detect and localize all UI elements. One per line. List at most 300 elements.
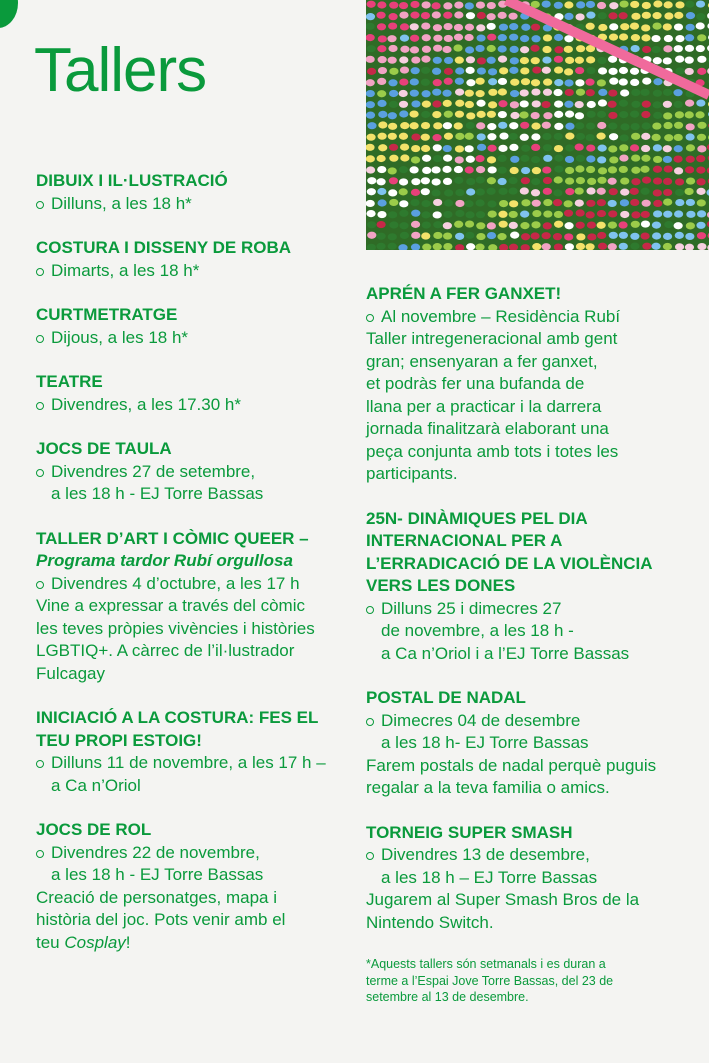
yarn-stitch (565, 133, 574, 140)
yarn-stitch (366, 200, 375, 207)
yarn-stitch (510, 79, 519, 86)
yarn-stitch (630, 243, 639, 250)
yarn-stitch (388, 233, 397, 240)
yarn-stitch (565, 89, 574, 96)
workshop-jocs-rol (36, 819, 351, 954)
yarn-stitch (432, 100, 441, 107)
yarn-stitch (675, 178, 684, 185)
yarn-stitch (642, 101, 651, 108)
yarn-stitch (466, 188, 475, 195)
yarn-stitch (541, 101, 550, 108)
yarn-stitch (433, 79, 442, 86)
yarn-stitch (673, 89, 682, 96)
yarn-stitch (640, 89, 649, 96)
yarn-stitch (410, 23, 419, 30)
yarn-stitch (465, 46, 474, 53)
yarn-stitch (685, 111, 694, 118)
yarn-stitch (608, 123, 617, 130)
yarn-stitch (433, 144, 442, 151)
yarn-stitch (640, 166, 649, 173)
yarn-stitch (619, 144, 628, 151)
yarn-stitch (576, 222, 585, 229)
yarn-stitch (653, 78, 662, 85)
yarn-stitch (554, 56, 563, 63)
yarn-stitch (443, 122, 452, 129)
yarn-stitch (608, 89, 617, 96)
workshop-title-line2: INTERNACIONAL PER A (366, 531, 563, 550)
yarn-stitch (421, 211, 430, 218)
yarn-stitch (542, 166, 551, 173)
yarn-stitch (410, 35, 419, 42)
yarn-stitch (597, 122, 606, 129)
yarn-stitch (619, 78, 628, 85)
yarn-stitch (532, 167, 541, 174)
yarn-stitch (498, 145, 507, 152)
workshop-schedule: Dilluns 11 de novembre, a les 17 h – a Ca n’Oriol (36, 752, 351, 797)
yarn-stitch (564, 79, 573, 86)
circle-bullet-icon (36, 469, 44, 477)
yarn-stitch (630, 233, 639, 240)
yarn-stitch (444, 111, 453, 118)
yarn-stitch (466, 122, 475, 129)
workshop-title: TORNEIG SUPER SMASH (366, 822, 573, 842)
yarn-stitch (631, 154, 640, 161)
yarn-stitch (696, 22, 705, 29)
yarn-stitch (531, 232, 540, 239)
yarn-stitch (575, 144, 584, 151)
yarn-stitch (476, 24, 485, 31)
yarn-stitch (543, 210, 552, 217)
yarn-stitch (377, 155, 386, 162)
yarn-stitch (697, 68, 706, 75)
yarn-stitch (686, 24, 695, 31)
yarn-stitch (630, 23, 639, 30)
yarn-stitch (674, 45, 683, 52)
yarn-stitch (685, 233, 694, 240)
yarn-stitch (455, 57, 464, 64)
yarn-stitch (542, 0, 551, 7)
yarn-stitch (378, 67, 387, 74)
yarn-stitch (466, 56, 475, 63)
yarn-stitch (476, 34, 485, 41)
yarn-stitch (674, 23, 683, 30)
yarn-stitch (476, 166, 485, 173)
yarn-stitch (675, 111, 684, 118)
yarn-stitch (695, 111, 704, 118)
yarn-stitch (642, 12, 651, 19)
yarn-stitch (509, 34, 518, 41)
yarn-stitch (377, 133, 386, 140)
yarn-stitch (367, 1, 376, 8)
yarn-stitch (389, 90, 398, 97)
yarn-stitch (597, 199, 606, 206)
yarn-stitch (631, 221, 640, 228)
yarn-stitch (531, 123, 540, 130)
yarn-stitch (675, 1, 684, 8)
yarn-stitch (653, 156, 662, 163)
yarn-stitch (443, 211, 452, 218)
yarn-stitch (433, 155, 442, 162)
yarn-stitch (400, 122, 409, 129)
yarn-stitch (377, 23, 386, 30)
yarn-stitch (444, 133, 453, 140)
yarn-stitch (542, 133, 551, 140)
yarn-stitch (598, 243, 607, 250)
yarn-stitch (652, 134, 661, 141)
yarn-stitch (400, 23, 409, 30)
yarn-stitch (663, 189, 672, 196)
yarn-stitch (620, 0, 629, 7)
yarn-stitch (410, 12, 419, 19)
yarn-stitch (366, 90, 375, 97)
yarn-stitch (531, 221, 540, 228)
yarn-stitch (399, 90, 408, 97)
yarn-stitch (543, 222, 552, 229)
yarn-stitch (586, 187, 595, 194)
yarn-stitch (664, 165, 673, 172)
yarn-stitch (444, 68, 453, 75)
yarn-stitch (388, 123, 397, 130)
yarn-stitch (432, 68, 441, 75)
yarn-stitch (575, 187, 584, 194)
yarn-stitch (377, 233, 386, 240)
yarn-stitch (377, 199, 386, 206)
yarn-stitch (641, 145, 650, 152)
workshop-title: POSTAL DE NADAL (366, 688, 526, 707)
yarn-stitch (619, 100, 628, 107)
yarn-stitch (543, 155, 552, 162)
yarn-stitch (399, 101, 408, 108)
crochet-image (366, 0, 709, 250)
yarn-stitch (587, 233, 596, 240)
yarn-stitch (686, 177, 695, 184)
yarn-stitch (618, 221, 627, 228)
yarn-stitch (631, 101, 640, 108)
yarn-stitch (565, 111, 574, 118)
yarn-stitch (619, 154, 628, 161)
yarn-stitch (454, 24, 463, 31)
yarn-stitch (367, 68, 376, 75)
yarn-stitch (465, 90, 474, 97)
circle-bullet-icon (366, 314, 374, 322)
yarn-stitch (597, 57, 606, 64)
yarn-stitch (432, 111, 441, 118)
yarn-stitch (389, 101, 398, 108)
yarn-stitch (576, 133, 585, 140)
yarn-stitch (487, 13, 496, 20)
yarn-stitch (389, 221, 398, 228)
yarn-stitch (388, 189, 397, 196)
yarn-stitch (366, 166, 375, 173)
yarn-stitch (400, 154, 409, 161)
yarn-stitch (487, 133, 496, 140)
yarn-stitch (565, 123, 574, 130)
yarn-stitch (476, 222, 485, 229)
yarn-stitch (399, 188, 408, 195)
yarn-stitch (554, 133, 563, 140)
yarn-stitch (543, 79, 552, 86)
yarn-stitch (631, 45, 640, 52)
yarn-stitch (664, 221, 673, 228)
yarn-stitch (367, 177, 376, 184)
yarn-stitch (433, 221, 442, 228)
yarn-stitch (554, 111, 563, 118)
circle-bullet-icon (366, 852, 374, 860)
yarn-stitch (653, 210, 662, 217)
yarn-stitch (596, 133, 605, 140)
yarn-stitch (597, 210, 606, 217)
yarn-stitch (663, 57, 672, 64)
yarn-stitch (476, 122, 485, 129)
yarn-stitch (554, 46, 563, 53)
yarn-stitch (510, 167, 519, 174)
workshop-schedule: Dimarts, a les 18 h* (36, 260, 351, 283)
yarn-stitch (608, 68, 617, 75)
yarn-stitch (597, 111, 606, 118)
yarn-stitch (630, 111, 639, 118)
yarn-stitch (465, 220, 474, 227)
yarn-stitch (554, 145, 563, 152)
yarn-stitch (619, 232, 628, 239)
yarn-stitch (432, 134, 441, 141)
workshop-description: Farem postals de nadal perquè puguis regalar a la teva familia o amics. (366, 755, 657, 797)
yarn-stitch (366, 210, 375, 217)
yarn-stitch (411, 145, 420, 152)
yarn-stitch (696, 13, 705, 20)
yarn-stitch (399, 166, 408, 173)
yarn-stitch (543, 188, 552, 195)
yarn-stitch (641, 24, 650, 31)
yarn-stitch (508, 187, 517, 194)
yarn-stitch (411, 100, 420, 107)
circle-bullet-icon (36, 760, 44, 768)
yarn-stitch (498, 34, 507, 41)
yarn-stitch (608, 200, 617, 207)
yarn-stitch (399, 78, 408, 85)
left-column (36, 170, 351, 976)
yarn-stitch (608, 178, 617, 185)
yarn-stitch (564, 233, 573, 240)
yarn-stitch (509, 211, 518, 218)
yarn-stitch (586, 211, 595, 218)
yarn-stitch (653, 144, 662, 151)
yarn-stitch (554, 221, 563, 228)
yarn-stitch (597, 222, 606, 229)
yarn-stitch (598, 24, 607, 31)
yarn-stitch (631, 178, 640, 185)
yarn-stitch (598, 67, 607, 74)
yarn-stitch (684, 188, 693, 195)
yarn-stitch (586, 1, 595, 8)
yarn-stitch (487, 57, 496, 64)
yarn-stitch (564, 46, 573, 53)
yarn-stitch (477, 111, 486, 118)
yarn-stitch (576, 243, 585, 250)
circle-bullet-icon (36, 335, 44, 343)
yarn-stitch (554, 66, 563, 73)
yarn-stitch (642, 122, 651, 129)
yarn-stitch (378, 144, 387, 151)
workshop-schedule: Dimecres 04 de desembre a les 18 h- EJ Torre Bassas (366, 710, 696, 755)
workshop-iniciacio-costura (36, 707, 351, 797)
yarn-stitch (488, 78, 497, 85)
workshop-schedule: Divendres 27 de setembre, a les 18 h - EJ Torre Bassas (36, 461, 351, 506)
yarn-stitch (587, 221, 596, 228)
yarn-stitch (508, 177, 517, 184)
yarn-stitch (631, 211, 640, 218)
yarn-stitch (443, 100, 452, 107)
yarn-stitch (641, 133, 650, 140)
yarn-stitch (554, 211, 563, 218)
yarn-stitch (620, 23, 629, 30)
workshop-comic-queer (36, 528, 351, 686)
yarn-stitch (400, 35, 409, 42)
yarn-stitch (399, 2, 408, 9)
yarn-stitch (576, 45, 585, 52)
yarn-stitch (564, 222, 573, 229)
yarn-stitch (542, 67, 551, 74)
yarn-stitch (443, 243, 452, 250)
yarn-stitch (455, 200, 464, 207)
yarn-stitch (497, 178, 506, 185)
yarn-stitch (466, 67, 475, 74)
yarn-stitch (510, 90, 519, 97)
yarn-stitch (675, 56, 684, 63)
yarn-stitch (520, 155, 529, 162)
yarn-stitch (377, 166, 386, 173)
yarn-stitch (367, 232, 376, 239)
yarn-stitch (411, 210, 420, 217)
yarn-stitch (542, 46, 551, 53)
yarn-stitch (630, 79, 639, 86)
yarn-stitch (653, 101, 662, 108)
yarn-stitch (432, 178, 441, 185)
yarn-stitch (455, 189, 464, 196)
workshop-dibuix (36, 170, 351, 215)
yarn-stitch (685, 166, 694, 173)
yarn-stitch (442, 90, 451, 97)
yarn-stitch (421, 232, 430, 239)
yarn-stitch (597, 156, 606, 163)
yarn-stitch (465, 2, 474, 9)
yarn-stitch (498, 45, 507, 52)
yarn-stitch (422, 46, 431, 53)
yarn-stitch (631, 13, 640, 20)
yarn-stitch (466, 178, 475, 185)
yarn-stitch (575, 122, 584, 129)
yarn-stitch (531, 88, 540, 95)
yarn-stitch (696, 45, 705, 52)
yarn-stitch (465, 211, 474, 218)
yarn-stitch (597, 188, 606, 195)
yarn-stitch (664, 1, 673, 8)
yarn-stitch (378, 56, 387, 63)
workshop-jocs-taula (36, 438, 351, 506)
yarn-stitch (531, 144, 540, 151)
yarn-stitch (475, 155, 484, 162)
yarn-stitch (376, 243, 385, 250)
yarn-stitch (366, 34, 375, 41)
workshop-schedule: Dilluns 25 i dimecres 27 de novembre, a les 18 h - a Ca n’Oriol i a l’EJ Torre Bassas (366, 598, 696, 666)
yarn-stitch (411, 178, 420, 185)
yarn-stitch (653, 177, 662, 184)
yarn-stitch (532, 66, 541, 73)
workshop-description: Vine a expressar a través del còmic les teves pròpies vivències i històries LGBTIQ+. A càrrec de l’il·lustrador Fulcagay (36, 596, 315, 683)
yarn-stitch (598, 99, 607, 106)
yarn-stitch (652, 23, 661, 30)
yarn-stitch (619, 243, 628, 250)
workshop-ganxet (366, 283, 696, 486)
yarn-stitch (609, 156, 618, 163)
yarn-stitch (377, 78, 386, 85)
yarn-stitch (464, 200, 473, 207)
yarn-stitch (432, 2, 441, 9)
yarn-stitch (499, 24, 508, 31)
yarn-stitch (641, 188, 650, 195)
yarn-stitch (696, 99, 705, 106)
workshop-title: CURTMETRATGE (36, 305, 178, 324)
workshop-description: Jugarem al Super Smash Bros de la Nintendo Switch. (366, 890, 640, 932)
yarn-stitch (586, 56, 595, 63)
yarn-stitch (443, 222, 452, 229)
yarn-stitch (421, 188, 430, 195)
yarn-stitch (509, 67, 518, 74)
yarn-stitch (399, 222, 408, 229)
yarn-stitch (576, 155, 585, 162)
circle-bullet-icon (366, 606, 374, 614)
yarn-stitch (367, 188, 376, 195)
yarn-stitch (531, 189, 540, 196)
yarn-stitch (520, 122, 529, 129)
yarn-stitch (609, 133, 618, 140)
yarn-stitch (587, 178, 596, 185)
yarn-stitch (486, 188, 495, 195)
yarn-stitch (663, 233, 672, 240)
workshop-title: TEATRE (36, 372, 103, 391)
yarn-stitch (444, 57, 453, 64)
yarn-stitch (521, 199, 530, 206)
yarn-stitch (543, 199, 552, 206)
circle-bullet-icon (36, 201, 44, 209)
yarn-stitch (432, 89, 441, 96)
yarn-stitch (576, 177, 585, 184)
yarn-stitch (431, 166, 440, 173)
workshop-title-line4: VERS LES DONES (366, 576, 516, 595)
yarn-stitch (630, 199, 639, 206)
yarn-stitch (598, 145, 607, 152)
yarn-stitch (586, 155, 595, 162)
yarn-stitch (531, 133, 540, 140)
yarn-stitch (685, 34, 694, 41)
yarn-stitch (597, 2, 606, 9)
workshop-title: JOCS DE TAULA (36, 439, 172, 458)
yarn-stitch (565, 167, 574, 174)
yarn-stitch (531, 112, 540, 119)
yarn-stitch (586, 89, 595, 96)
yarn-stitch (619, 111, 628, 118)
yarn-stitch (454, 34, 463, 41)
workshop-costura (36, 237, 351, 282)
yarn-stitch (685, 100, 694, 107)
right-column (366, 283, 696, 1006)
yarn-stitch (630, 188, 639, 195)
workshop-schedule: Dilluns, a les 18 h* (36, 193, 351, 216)
yarn-stitch (619, 33, 628, 40)
yarn-stitch (608, 12, 617, 19)
yarn-stitch (663, 243, 672, 250)
yarn-stitch (598, 12, 607, 19)
yarn-stitch (444, 189, 453, 196)
